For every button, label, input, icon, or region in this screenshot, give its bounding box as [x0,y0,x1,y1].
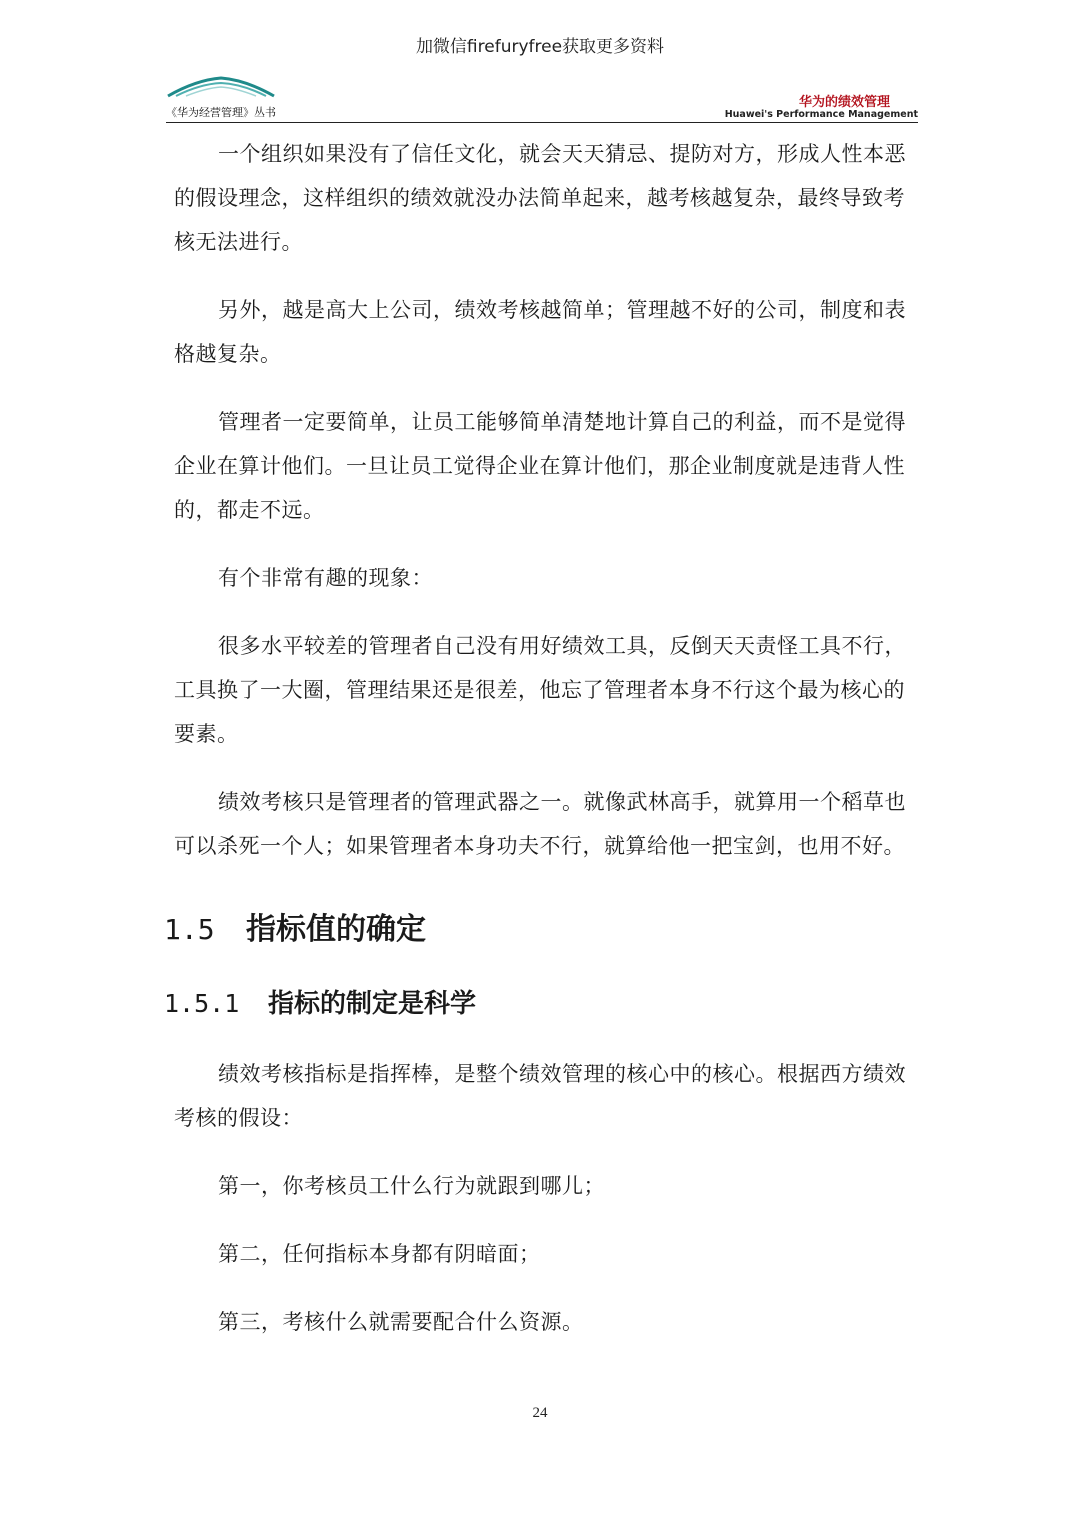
section-number: 1.5 [164,913,215,946]
series-label: 《华为经营管理》丛书 [166,106,276,119]
paragraph: 有个非常有趣的现象： [218,566,433,590]
watermark-text: 加微信firefuryfree获取更多资料 [415,37,665,57]
page-header [166,74,918,124]
page-content [164,132,908,1368]
paragraph: 一个组织如果没有了信任文化，就会天天猜忌、提防对方，形成人性本恶的假设理念，这样组织的绩效就没办法简单起来，越考核越复杂，最终导致考核无法进行。 [174,142,906,254]
paragraph: 管理者一定要简单，让员工能够简单清楚地计算自己的利益，而不是觉得企业在算计他们。一旦让员工觉得企业在算计他们，那企业制度就是违背人性的，都走不远。 [174,410,906,522]
page-number: 24 [532,1405,548,1421]
paragraph: 第三，考核什么就需要配合什么资源。 [218,1310,584,1334]
paragraph: 很多水平较差的管理者自己没有用好绩效工具，反倒天天责怪工具不行，工具换了一大圈，管理结果还是很差，他忘了管理者本身不行这个最为核心的要素。 [174,634,906,746]
subsection-heading [164,974,908,1034]
book-title: 华为的绩效管理 [798,95,890,110]
paragraph: 绩效考核指标是指挥棒，是整个绩效管理的核心中的核心。根据西方绩效考核的假设： [174,1062,906,1130]
section-heading [164,894,908,966]
subsection-number: 1.5.1 [164,989,240,1018]
subsection-title: 指标的制定是科学 [268,989,477,1019]
section-title: 指标值的确定 [246,912,426,947]
paragraph: 绩效考核只是管理者的管理武器之一。就像武林高手，就算用一个稻草也可以杀死一个人；如果管理者本身功夫不行，就算给他一把宝剑，也用不好。 [174,790,906,858]
book-subtitle: Huawei's Performance Management [724,109,918,120]
series-logo-icon [166,74,276,100]
paragraph: 另外，越是高大上公司，绩效考核越简单；管理越不好的公司，制度和表格越复杂。 [174,298,906,366]
paragraph: 第一，你考核员工什么行为就跟到哪儿； [218,1174,605,1198]
header-divider [166,122,918,123]
paragraph: 第二，任何指标本身都有阴暗面； [218,1242,541,1266]
